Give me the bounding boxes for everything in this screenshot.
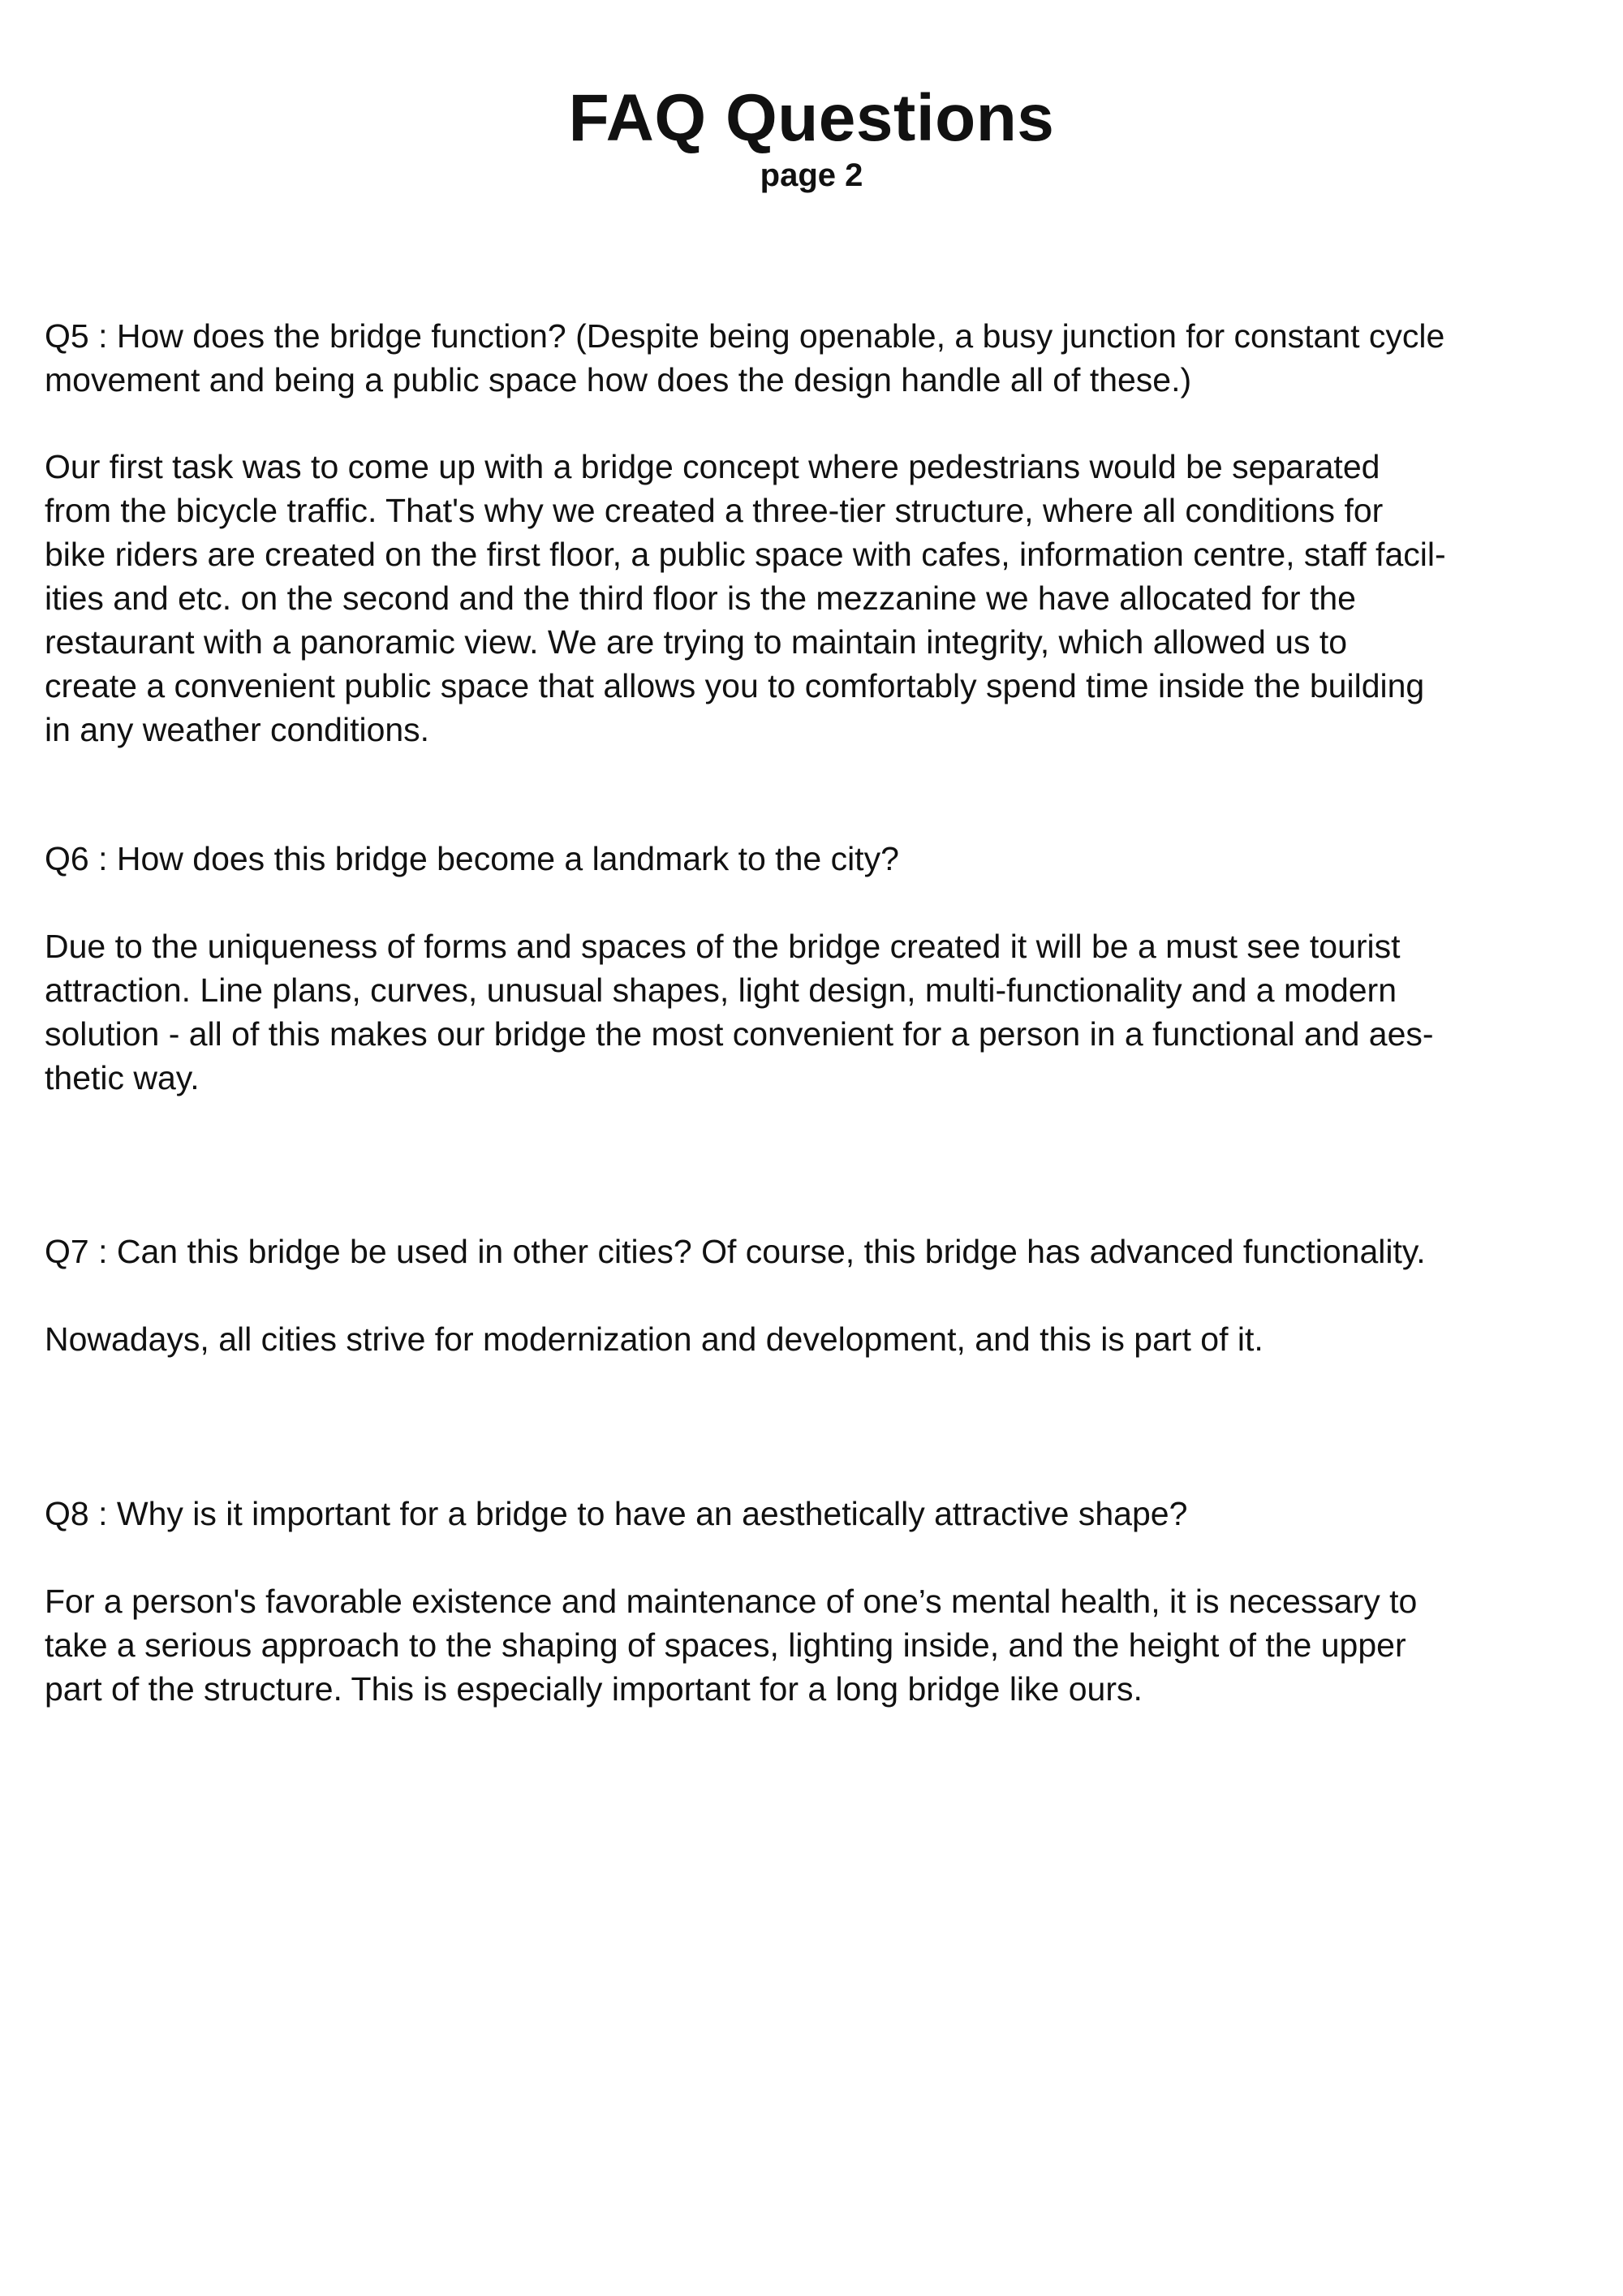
page-title: FAQ Questions <box>568 81 1055 155</box>
faq-question-q7: Q7 : Can this bridge be used in other cities? Of course, this bridge has advanced functionality. <box>45 1233 1426 1270</box>
page-number: page 2 <box>760 157 863 193</box>
faq-answer-q5: Our first task was to come up with a bridge concept where pedestrians would be separated from the bicycle traffic. That's why we created a three-tier structure, where all conditions for bike riders are created on the first floor, a public space with cafes, information centre, staff facil- ities and etc. on the second and the third floor is the mezzanine we have allocated for the restaurant with a panoramic view. We are trying to maintain integrity, which allowed us to create a convenient public space that allows you to comfortably spend time inside the building in any weather conditions. <box>45 448 1446 748</box>
faq-question-q5: Q5 : How does the bridge function? (Despite being openable, a busy junction for constant cycle movement and being a public space how does the design handle all of these.) <box>45 317 1445 398</box>
faq-question-q8: Q8 : Why is it important for a bridge to have an aesthetically attractive shape? <box>45 1495 1188 1532</box>
faq-answer-q6: Due to the uniqueness of forms and spaces of the bridge created it will be a must see tourist attraction. Line plans, curves, unusual shapes, light design, multi-functionality and a modern solution - all of this makes our bridge the most convenient for a person in a functional and aes- thetic way. <box>45 928 1434 1096</box>
faq-question-q6: Q6 : How does this bridge become a landmark to the city? <box>45 840 899 877</box>
faq-answer-q8: For a person's favorable existence and maintenance of one’s mental health, it is necessary to take a serious approach to the shaping of spaces, lighting inside, and the height of the upper part of the structure. This is especially important for a long bridge like ours. <box>45 1583 1418 1708</box>
page-header <box>0 80 1623 193</box>
faq-answer-q7: Nowadays, all cities strive for modernization and development, and this is part of it. <box>45 1320 1264 1358</box>
